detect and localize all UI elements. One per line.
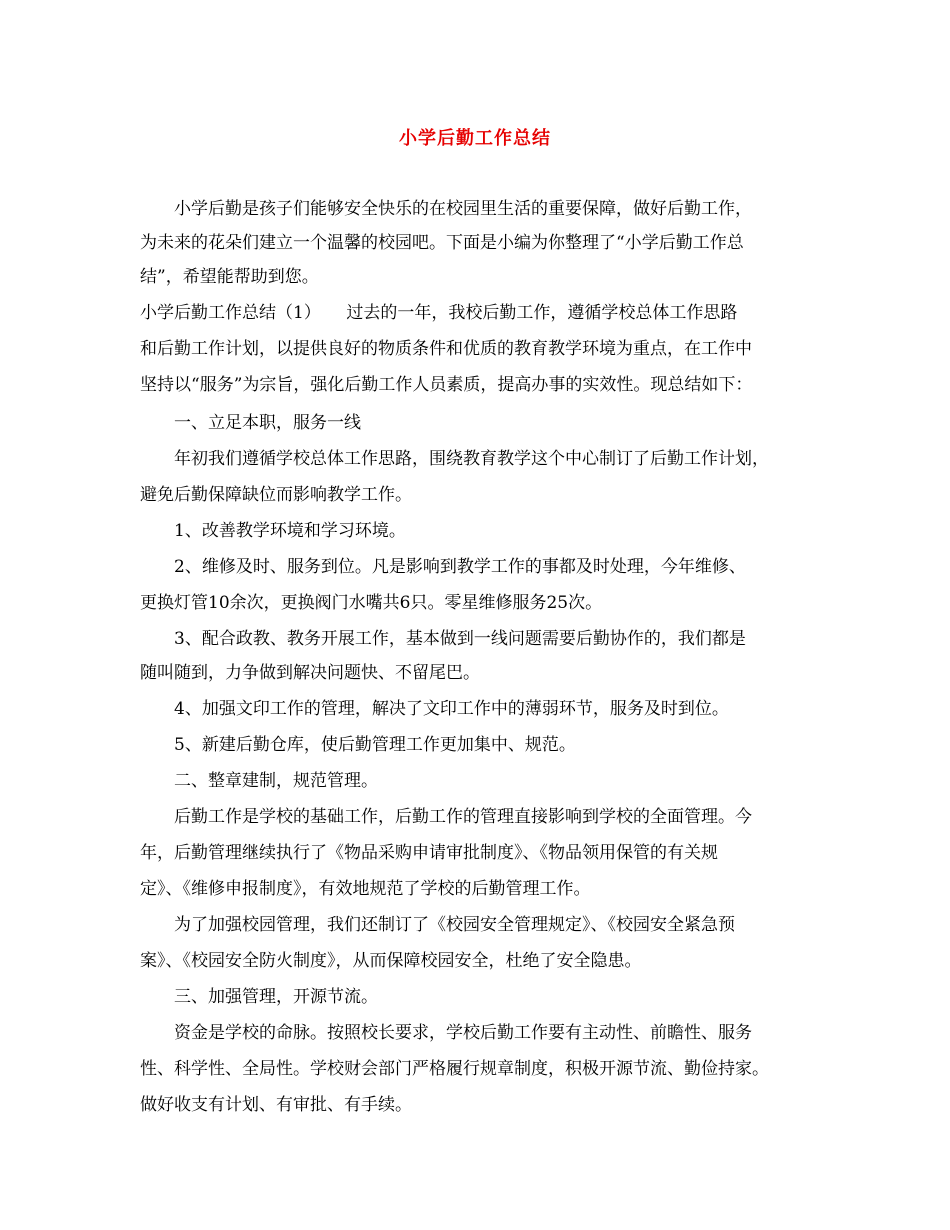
list-item: 5、新建后勤仓库，使后勤管理工作更加集中、规范。 xyxy=(174,735,576,755)
document-title: 小学后勤工作总结 xyxy=(399,128,551,149)
paragraph-line: 为未来的花朵们建立一个温馨的校园吧。下面是小编为你整理了“小学后勤工作总 xyxy=(140,233,744,253)
paragraph-line: 为了加强校园管理，我们还制订了《校园安全管理规定》、《校园安全紧急预 xyxy=(174,915,735,935)
paragraph-line: 和后勤工作计划，以提供良好的物质条件和优质的教育教学环境为重点，在工作中 xyxy=(140,339,752,359)
paragraph-line: 更换灯管10余次，更换阀门水嘴共6只。零星维修服务25次。 xyxy=(140,593,603,613)
paragraph-line: 案》、《校园安全防火制度》，从而保障校园安全，杜绝了安全隐患。 xyxy=(140,951,642,971)
list-item: 2、维修及时、服务到位。凡是影响到教学工作的事都及时处理，今年维修、 xyxy=(174,557,746,577)
paragraph-line: 年，后勤管理继续执行了《物品采购申请审批制度》、《物品领用保管的有关规 xyxy=(140,843,718,863)
paragraph-line: 做好收支有计划、有审批、有手续。 xyxy=(140,1095,412,1115)
paragraph-line: 后勤工作是学校的基础工作，后勤工作的管理直接影响到学校的全面管理。今 xyxy=(174,807,752,827)
paragraph-line: 性、科学性、全局性。学校财会部门严格履行规章制度，积极开源节流、勤俭持家。 xyxy=(140,1059,769,1079)
section-heading: 三、加强管理，开源节流。 xyxy=(174,987,378,1007)
paragraph-line: 避免后勤保障缺位而影响教学工作。 xyxy=(140,485,412,505)
list-item: 3、配合政教、教务开展工作，基本做到一线问题需要后勤协作的，我们都是 xyxy=(174,629,746,649)
paragraph-line: 年初我们遵循学校总体工作思路，围绕教育教学这个中心制订了后勤工作计划， xyxy=(174,449,769,469)
list-item: 4、加强文印工作的管理，解决了文印工作中的薄弱环节，服务及时到位。 xyxy=(174,699,729,719)
paragraph-line: 坚持以“服务”为宗旨，强化后勤工作人员素质，提高办事的实效性。现总结如下： xyxy=(140,375,753,395)
paragraph-line: 随叫随到，力争做到解决问题快、不留尾巴。 xyxy=(140,663,480,683)
paragraph-line: 资金是学校的命脉。按照校长要求，学校后勤工作要有主动性、前瞻性、服务 xyxy=(174,1023,752,1043)
paragraph-line: 定》、《维修申报制度》，有效地规范了学校的后勤管理工作。 xyxy=(140,879,591,899)
section-heading: 二、整章建制，规范管理。 xyxy=(174,771,378,791)
list-item: 1、改善教学环境和学习环境。 xyxy=(174,521,406,541)
section-heading: 一、立足本职，服务一线 xyxy=(174,413,361,433)
paragraph-line: 结”，希望能帮助到您。 xyxy=(140,267,319,287)
paragraph-line: 小学后勤工作总结（1） 过去的一年，我校后勤工作，遵循学校总体工作思路 xyxy=(140,303,738,323)
paragraph-line: 小学后勤是孩子们能够安全快乐的在校园里生活的重要保障，做好后勤工作， xyxy=(174,199,752,219)
